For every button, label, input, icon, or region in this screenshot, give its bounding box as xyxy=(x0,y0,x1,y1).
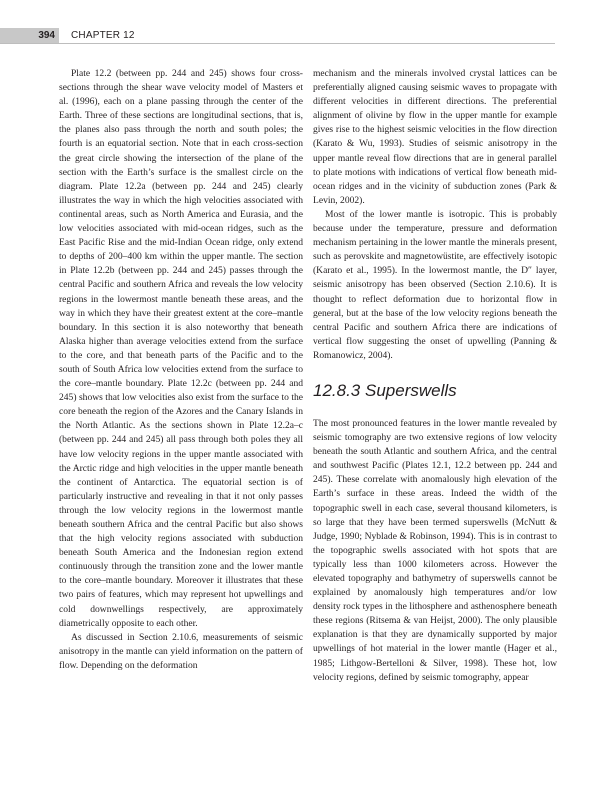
running-header xyxy=(0,28,615,44)
header-rule xyxy=(0,43,555,44)
section-heading: 12.8.3 Superswells xyxy=(313,380,457,400)
paragraph: Plate 12.2 (between pp. 244 and 245) shows four cross-sections through the shear wave velocity model of Masters et al. (1996), each on a plane passing through the center of the Earth. Three of these sections are longitudinal sections, that is, the planes also pass through the north and south poles; the fourth is an equatorial section. Note that in each cross-section the great circle showing the intersection of the plane of the section with the Earth’s surface is the smallest circle on the diagram. Plate 12.2a (between pp. 244 and 245) clearly illustrates the way in which the high velocities associated with continental areas, such as North America and Eurasia, and the low velocities associated with mid-ocean ridges, such as the East Pacific Rise and the mid-Indian Ocean ridge, only extend to depths of 200–400 km within the upper mantle. The section in Plate 12.2b (between pp. 244 and 245) passes through the central Pacific and southern Africa and reveals the low velocity regions in the lowermost mantle beneath these areas, and the way in which they have their greatest extent at the core–mantle boundary. In this section it is also noteworthy that beneath Alaska higher than average velocities extend from the surface to the core, and that beneath parts of the Pacific and to the south of South Africa low velocities extend from the surface to the core–mantle boundary. Plate 12.2c (between pp. 244 and 245) shows that low velocities also exist from the surface to the core beneath the region of the Azores and the Canary Islands in the North Atlantic. As the sections shown in Plate 12.2a–c (between pp. 244 and 245) all pass through both poles they all have low velocity regions in the upper mantle associated with the Arctic ridge and high velocities in the upper mantle beneath the continent of Antarctica. The equatorial section is of particularly instructive and revealing in that it not only passes through the low velocity regions in the lowermost mantle beneath southern Africa and the central Pacific but also shows that the high velocity regions associated with subduction beneath South America and the Indonesian region extend continuously through the transition zone and the lower mantle to the core–mantle boundary. Moreover it illustrates that these two pairs of features, which may represent hot upwellings and cold downwellings respectively, are approximately diametrically opposite to each other. xyxy=(59,68,303,629)
paragraph: The most pronounced features in the lower mantle revealed by seismic tomography are two extensive regions of low velocity beneath the south Atlantic and southern Africa, and the central and southwest Pacific (Plates 12.1, 12.2 between pp. 244 and 245). These correlate with anomalously high elevation of the Earth’s surface in these areas. Indeed the width of the topographic swell in each case, several thousand kilometers, is so large that they have been termed superswells (McNutt & Judge, 1990; Nyblade & Robinson, 1994). This is in contrast to the topographic swells associated with hot spots that are typically less than 1000 kilometers across. However the elevated topography and bathymetry of superswells cannot be explained by anomalously high temperatures and/or low density rock types in the lithosphere and asthenosphere beneath these regions (Ritsema & van Heijst, 2000). The only plausible explanation is that they are dynamically supported by major upwellings of hot material in the lower mantle (Hager et al., 1985; Lithgow-Bertelloni & Silver, 1998). These hot, low velocity regions, defined by seismic tomography, appear xyxy=(313,417,557,683)
page-number: 394 xyxy=(0,28,59,44)
right-column xyxy=(313,67,557,685)
chapter-label: CHAPTER 12 xyxy=(71,30,135,41)
paragraph: mechanism and the minerals involved crystal lattices can be preferentially aligned causing seismic waves to propagate with different velocities in different directions. The preferential alignment of olivine by flow in the upper mantle for example gives rise to the highest seismic velocities in the flow direction (Karato & Wu, 1993). Studies of seismic anisotropy in the upper mantle reveal flow directions that are in general parallel to plate motions with indications of vertical flow beneath mid-ocean ridges and in the vicinity of subduction zones (Park & Levin, 2002). xyxy=(313,68,557,206)
paragraph: As discussed in Section 2.10.6, measurements of seismic anisotropy in the mantle can yield information on the pattern of flow. Depending on the deformation xyxy=(59,631,303,671)
left-column xyxy=(59,67,303,673)
paragraph: Most of the lower mantle is isotropic. This is probably because under the temperature, pressure and deformation mechanism pertaining in the lower mantle the minerals present, such as perovskite and magnetowüstite, are effectively isotopic (Karato et al., 1995). In the lowermost mantle, the D″ layer, seismic anisotropy has been observed (Section 2.10.6). It is thought to reflect deformation due to horizontal flow in general, but at the base of the low velocity regions beneath the central Pacific and southern Africa there are indications of vertical flow suggesting the onset of upwelling (Panning & Romanowicz, 2004). xyxy=(313,208,557,361)
